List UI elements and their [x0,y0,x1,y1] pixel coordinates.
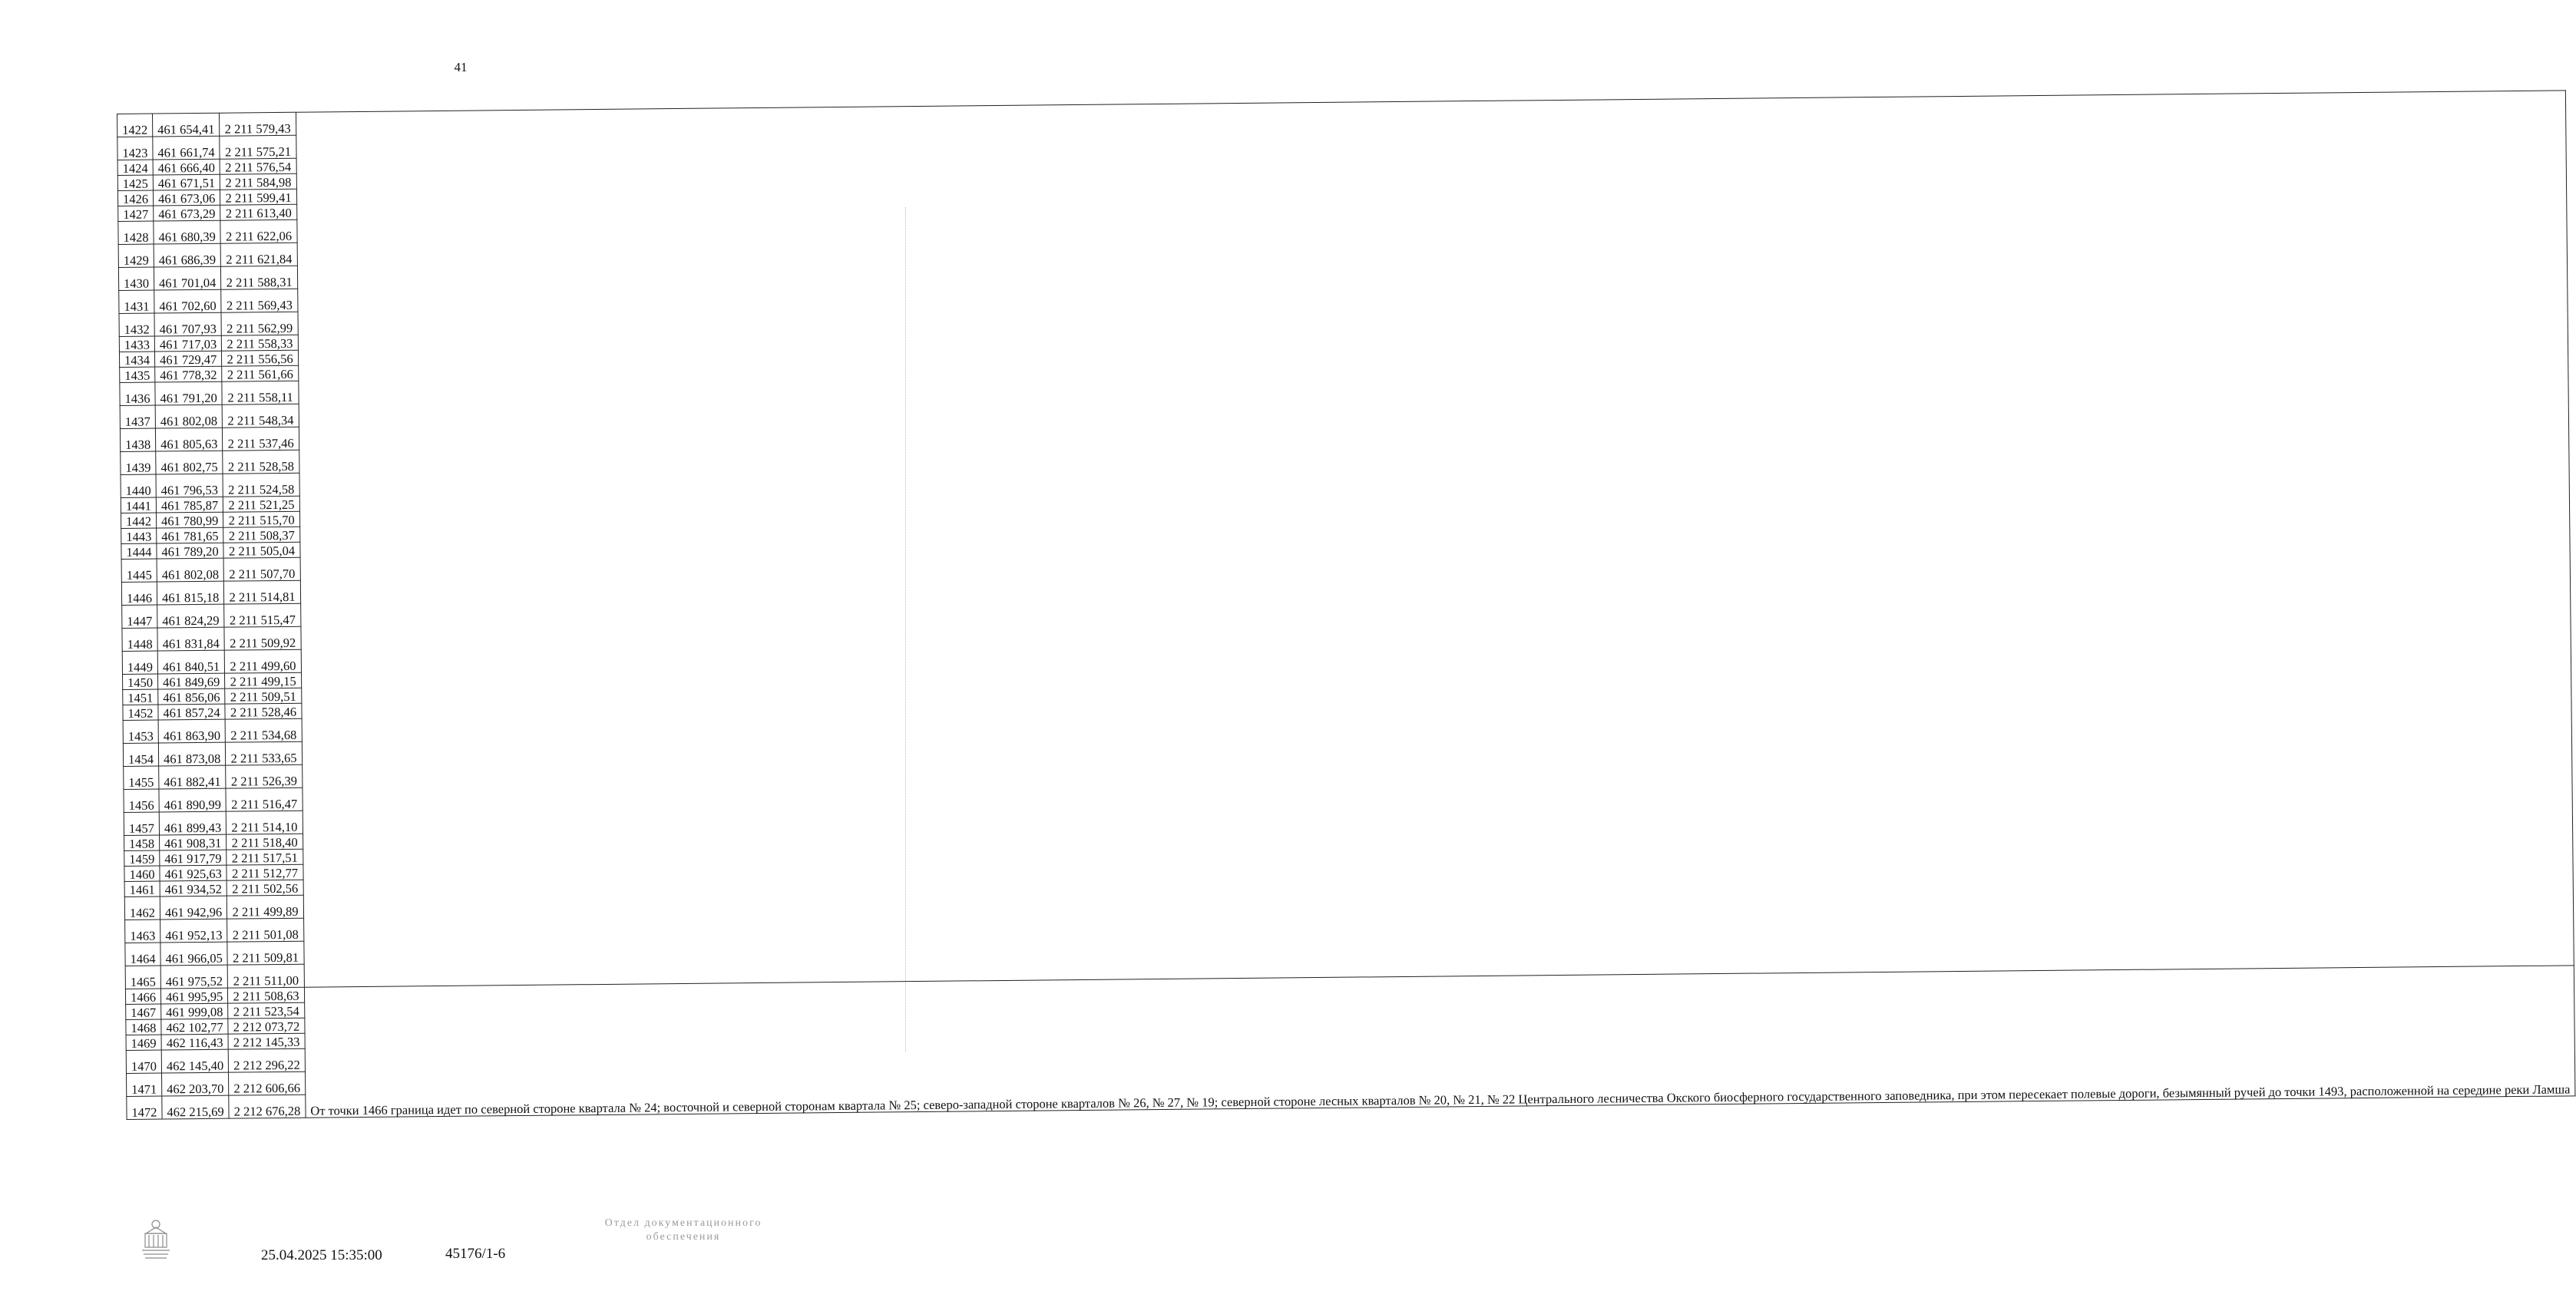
point-number: 1452 [123,705,158,720]
point-number: 1427 [118,206,154,221]
coord-y: 2 211 599,41 [220,189,297,205]
point-number: 1432 [119,313,154,336]
coord-y: 2 211 569,43 [221,289,298,312]
point-number: 1426 [117,190,153,206]
coord-x: 461 778,32 [155,366,222,382]
coord-y: 2 211 621,84 [220,243,297,266]
coord-y: 2 211 588,31 [221,266,298,289]
coord-y: 2 211 509,51 [225,688,302,704]
point-number: 1436 [120,382,155,405]
coord-y: 2 212 073,72 [228,1018,305,1034]
coord-x: 462 215,69 [162,1095,230,1119]
coord-x: 461 917,79 [160,850,227,866]
point-number: 1450 [123,674,158,689]
coord-y: 2 211 561,66 [222,365,299,381]
coord-x: 461 785,87 [156,497,223,513]
coord-x: 461 856,06 [158,688,225,705]
point-number: 1424 [117,160,153,175]
point-number: 1451 [123,689,158,705]
coord-y: 2 211 556,56 [222,350,299,366]
footer-doc-code: 45176/1-6 [445,1246,506,1262]
coord-x: 461 942,96 [160,896,227,920]
point-number: 1422 [117,114,153,137]
coord-y: 2 211 509,92 [224,626,301,650]
coord-y: 2 211 509,81 [227,941,304,965]
coord-x: 461 925,63 [160,865,227,881]
coordinates-table [117,90,2576,1120]
coord-x: 461 661,74 [153,136,220,160]
point-number: 1469 [126,1035,161,1050]
coord-y: 2 211 528,58 [223,450,299,474]
coord-x: 461 863,90 [158,719,226,743]
coord-y: 2 211 534,68 [225,718,302,742]
point-number: 1460 [124,866,160,881]
coord-x: 461 908,31 [160,834,227,850]
coord-y: 2 211 548,34 [222,404,299,428]
point-number: 1431 [119,290,154,313]
coord-y: 2 211 501,08 [227,918,304,942]
point-number: 1472 [127,1096,162,1119]
coord-x: 461 654,41 [153,113,220,137]
point-number: 1466 [125,989,160,1004]
coord-x: 461 899,43 [159,811,227,835]
coord-y: 2 211 622,06 [220,220,297,243]
point-number: 1433 [119,336,154,352]
emblem-icon [138,1217,174,1264]
coord-y: 2 211 533,65 [226,741,303,765]
coord-x: 461 666,40 [153,159,220,175]
coord-y: 2 211 576,54 [220,158,296,174]
coord-y: 2 211 579,43 [220,112,296,136]
point-number: 1459 [124,850,160,866]
point-number: 1457 [124,812,159,835]
point-number: 1462 [124,897,160,920]
coord-x: 462 102,77 [161,1019,228,1035]
point-number: 1435 [120,367,155,382]
coord-x: 461 702,60 [154,289,222,313]
coord-y: 2 212 145,33 [228,1033,305,1049]
coord-y: 2 211 537,46 [223,427,299,451]
coord-y: 2 211 523,54 [228,1002,305,1019]
coord-x: 461 966,05 [160,942,228,966]
coord-x: 461 701,04 [154,266,221,290]
point-number: 1441 [121,497,156,513]
point-number: 1438 [120,428,155,451]
coord-y: 2 211 562,99 [221,312,298,335]
scan-edge-artifact [904,207,906,1052]
coord-y: 2 211 499,89 [227,895,304,919]
coord-y: 2 211 521,25 [223,496,300,512]
coord-x: 461 686,39 [154,243,221,267]
coord-x: 461 791,20 [155,381,223,405]
coord-x: 461 673,06 [153,190,220,206]
coord-x: 461 789,20 [157,543,223,559]
coord-y: 2 211 575,21 [220,135,296,159]
point-number: 1458 [124,835,160,850]
coord-y: 2 212 606,66 [229,1072,306,1095]
point-number: 1449 [122,651,157,674]
coord-y: 2 211 505,04 [223,542,300,558]
coord-y: 2 211 558,33 [222,335,299,351]
point-number: 1430 [118,267,154,290]
coord-x: 461 952,13 [160,919,228,943]
footer [0,1217,921,1270]
coord-x: 461 796,53 [156,474,223,497]
coord-x: 461 707,93 [154,312,222,336]
coord-x: 461 729,47 [154,351,221,367]
coord-x: 461 995,95 [160,988,227,1004]
coord-y: 2 211 514,10 [226,811,303,834]
coord-y: 2 211 507,70 [223,557,300,581]
point-number: 1467 [126,1004,161,1019]
coord-y: 2 211 514,81 [224,580,301,604]
coord-y: 2 211 499,60 [224,649,301,673]
point-number: 1446 [121,582,157,605]
coord-y: 2 211 516,47 [226,788,303,811]
page-number: 41 [454,60,468,74]
point-number: 1471 [127,1073,162,1096]
coord-x: 461 890,99 [159,788,227,812]
coord-y: 2 211 613,40 [220,204,297,220]
coord-y: 2 211 584,98 [220,173,297,190]
coord-x: 461 780,99 [156,512,223,528]
coord-x: 461 975,52 [160,965,228,989]
point-number: 1463 [125,920,160,943]
coord-x: 461 815,18 [157,581,224,605]
coord-x: 461 802,75 [156,451,223,474]
point-number: 1425 [117,175,153,190]
point-number: 1429 [118,244,154,267]
coord-x: 461 831,84 [157,627,225,651]
coord-y: 2 211 518,40 [227,834,303,850]
coord-x: 461 857,24 [158,704,225,720]
point-number: 1442 [121,513,156,528]
coord-x: 461 882,41 [159,765,227,789]
point-number: 1470 [126,1050,161,1073]
coord-x: 461 934,52 [160,880,227,897]
coord-y: 2 211 508,37 [223,527,300,543]
coord-x: 462 203,70 [162,1072,230,1096]
coord-x: 461 999,08 [161,1003,228,1019]
coord-x: 461 781,65 [157,527,223,543]
coord-x: 461 717,03 [154,335,221,352]
coord-y: 2 211 512,77 [227,864,303,880]
point-number: 1445 [121,559,157,582]
coord-x: 461 802,08 [155,404,223,428]
coord-x: 462 145,40 [161,1049,229,1073]
point-number: 1465 [125,966,160,989]
coord-x: 461 680,39 [154,220,221,244]
point-number: 1440 [121,474,156,497]
coord-x: 461 840,51 [157,650,225,674]
point-number: 1443 [121,528,157,543]
point-number: 1464 [125,943,160,966]
coord-x: 461 849,69 [158,673,225,689]
point-number: 1434 [119,352,154,367]
coord-y: 2 211 517,51 [227,849,303,865]
point-number: 1423 [117,137,153,160]
coord-y: 2 212 296,22 [228,1048,305,1072]
point-number: 1437 [120,405,155,428]
table-row [117,91,2566,137]
coord-x: 461 873,08 [158,742,226,766]
coord-y: 2 211 528,46 [225,703,302,719]
boundary-description: От точки 1466 граница идет по северной стороне квартала № 24; восточной и северной сторонам квартала № 25; северо-западной стороне кварталов № 26, № 27, № 19; северной стороне лесных кварталов № 20, № 21, № 22 Центрального лесничества Окского биосферного государственного заповедника, при этом пересекает полевые дороги, безымянный ручей до точки 1493, расположенной на середине реки Ламша [304,966,2575,1118]
point-number: 1461 [124,881,160,897]
point-number: 1455 [124,766,159,789]
coord-x: 461 824,29 [157,604,225,628]
coord-y: 2 211 515,70 [223,511,300,527]
coord-x: 462 116,43 [161,1034,228,1050]
description-blank-cell [296,91,2574,987]
coord-y: 2 211 508,63 [228,987,305,1003]
point-number: 1444 [121,543,157,559]
coord-x: 461 671,51 [153,174,220,190]
point-number: 1447 [122,605,157,628]
point-number: 1468 [126,1019,161,1035]
point-number: 1428 [118,221,154,244]
coord-x: 461 805,63 [155,428,223,451]
point-number: 1453 [123,720,158,743]
footer-datetime: 25.04.2025 15:35:00 [261,1247,382,1263]
coord-y: 2 211 558,11 [222,381,299,404]
point-number: 1439 [121,451,156,474]
point-number: 1448 [122,628,157,651]
point-number: 1456 [124,789,159,812]
coord-x: 461 802,08 [157,558,224,582]
coord-y: 2 211 524,58 [223,473,299,497]
footer-department-stamp: Отдел документационного обеспечения [604,1217,762,1243]
coord-y: 2 212 676,28 [229,1095,306,1118]
coord-y: 2 211 526,39 [226,764,303,788]
coord-y: 2 211 515,47 [224,603,301,627]
coord-y: 2 211 499,15 [225,672,302,688]
coord-x: 461 673,29 [154,205,220,221]
coord-y: 2 211 511,00 [227,964,304,988]
point-number: 1454 [123,743,158,766]
coord-y: 2 211 502,56 [227,880,303,896]
